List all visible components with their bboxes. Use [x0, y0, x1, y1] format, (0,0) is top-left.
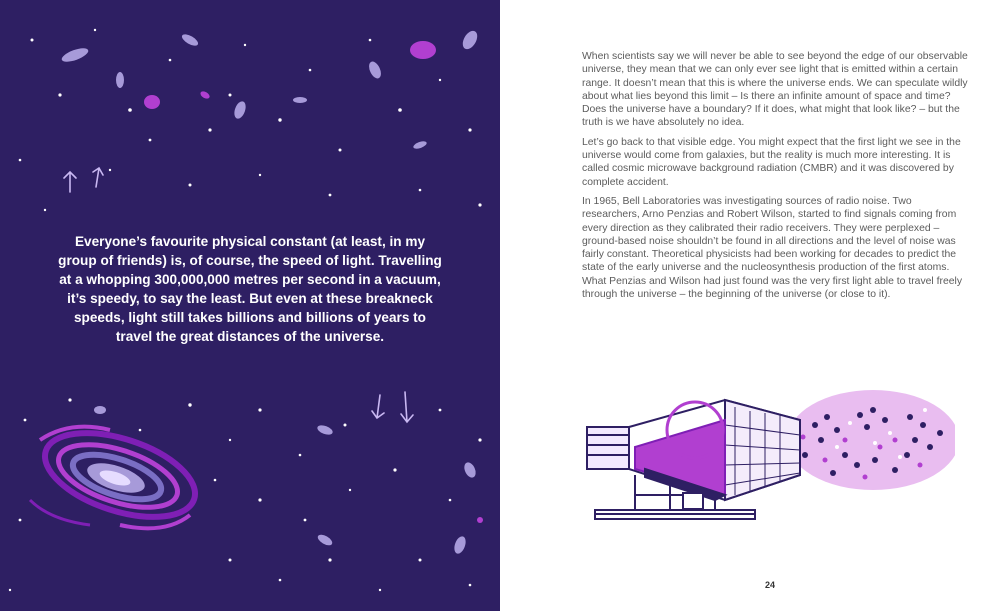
paragraph: Let’s go back to that visible edge. You might expect that the first light we see in the universe would come from galaxies, but the reality is much more interesting. It is called cosmic microwave background radiation (CMBR) and it was discovered by complete accident. [582, 136, 961, 188]
paragraph: In 1965, Bell Laboratories was investigating sources of radio noise. Two researchers, Arno Penzias and Robert Wilson, started to find signals coming from every direction as they calibrated their radio receivers. They were perplexed –ground-based noise shouldn’t be found in all directions and the level of noise was fairly constant. Theoretical physicists had been working for decades to predict the state of the early universe and the nucleosynthesis production of the first atoms. What Penzias and Wilson had just found was the very first light able to travel freely through the universe – the beginning of the universe (or close to it). [582, 195, 963, 301]
page-number: 24 [764, 580, 775, 590]
cmbr-signal-blob [787, 390, 955, 490]
body-text [582, 50, 972, 307]
horn-antenna-illustration [575, 385, 955, 540]
galaxy-spiral [30, 417, 205, 534]
paragraph: When scientists say we will never be able to see beyond the edge of our observable universe, they mean that we can only ever see light that is emitted within a certain range. It doesn’t mean that this is where the universe ends. We can speculate wildly about what lies beyond this limit – Is there an infinite amount of space and time? Does the universe have a boundary? If it does, what might that look like? – but the truth is we have absolutely no idea. [582, 51, 968, 129]
horn-antenna [587, 400, 800, 519]
intro-paragraph: Everyone’s favourite physical constant (at least, in my group of friends) is, of course, the speed of light. Travelling at a whopping 300,000,000 metres per second in a vacuum, it’s speedy, to say the least. But even at these breakneck speeds, light still takes billions and billions of years to travel the great distances of the universe. [58, 234, 442, 344]
